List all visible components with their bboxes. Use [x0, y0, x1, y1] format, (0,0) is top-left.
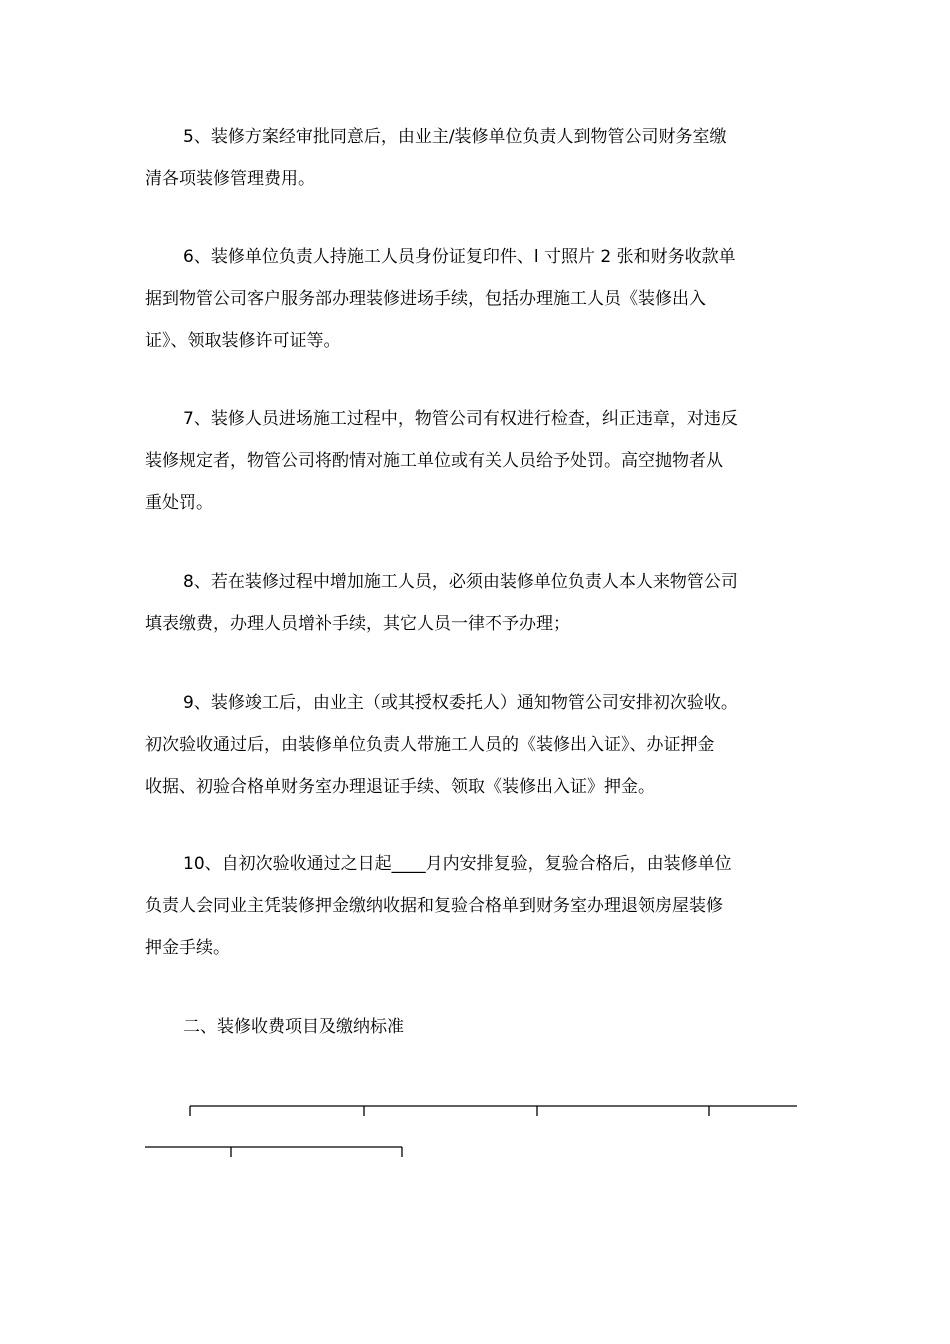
paragraph-line: 重处罚。: [145, 493, 213, 513]
paragraph-line: 押金手续。: [145, 938, 230, 958]
paragraph-line: 8、若在装修过程中增加施工人员，必须由装修单位负责人本人来物管公司: [183, 572, 738, 592]
paragraph-line: 负责人会同业主凭装修押金缴纳收据和复验合格单到财务室办理退领房屋装修: [145, 896, 723, 916]
paragraph-line: 6、装修单位负责人持施工人员身份证复印件、l 寸照片 2 张和财务收款单: [183, 247, 736, 267]
paragraph-line: 收据、初验合格单财务室办理退证手续、领取《装修出入证》押金。: [145, 777, 655, 797]
paragraph-line: 据到物管公司客户服务部办理装修进场手续，包括办理施工人员《装修出入: [145, 289, 706, 309]
paragraph-line: 证》、领取装修许可证等。: [145, 331, 341, 351]
paragraph-line: 初次验收通过后，由装修单位负责人带施工人员的《装修出入证》、办证押金: [145, 735, 715, 755]
paragraph-line: 填表缴费，办理人员增补手续，其它人员一律不予办理；: [145, 614, 570, 634]
section-heading: 二、装修收费项目及缴纳标准: [183, 1017, 404, 1037]
paragraph-line: 10、自初次验收通过之日起____月内安排复验，复验合格后，由装修单位: [183, 854, 732, 874]
paragraph-line: 9、装修竣工后，由业主（或其授权委托人）通知物管公司安排初次验收。: [183, 693, 738, 713]
paragraph-line: 7、装修人员进场施工过程中，物管公司有权进行检查，纠正违章，对违反: [183, 409, 738, 429]
paragraph-line: 5、装修方案经审批同意后，由业主/装修单位负责人到物管公司财务室缴: [183, 127, 727, 147]
paragraph-line: 装修规定者，物管公司将酌情对施工单位或有关人员给予处罚。高空抛物者从: [145, 451, 723, 471]
paragraph-line: 清各项装修管理费用。: [145, 169, 315, 189]
